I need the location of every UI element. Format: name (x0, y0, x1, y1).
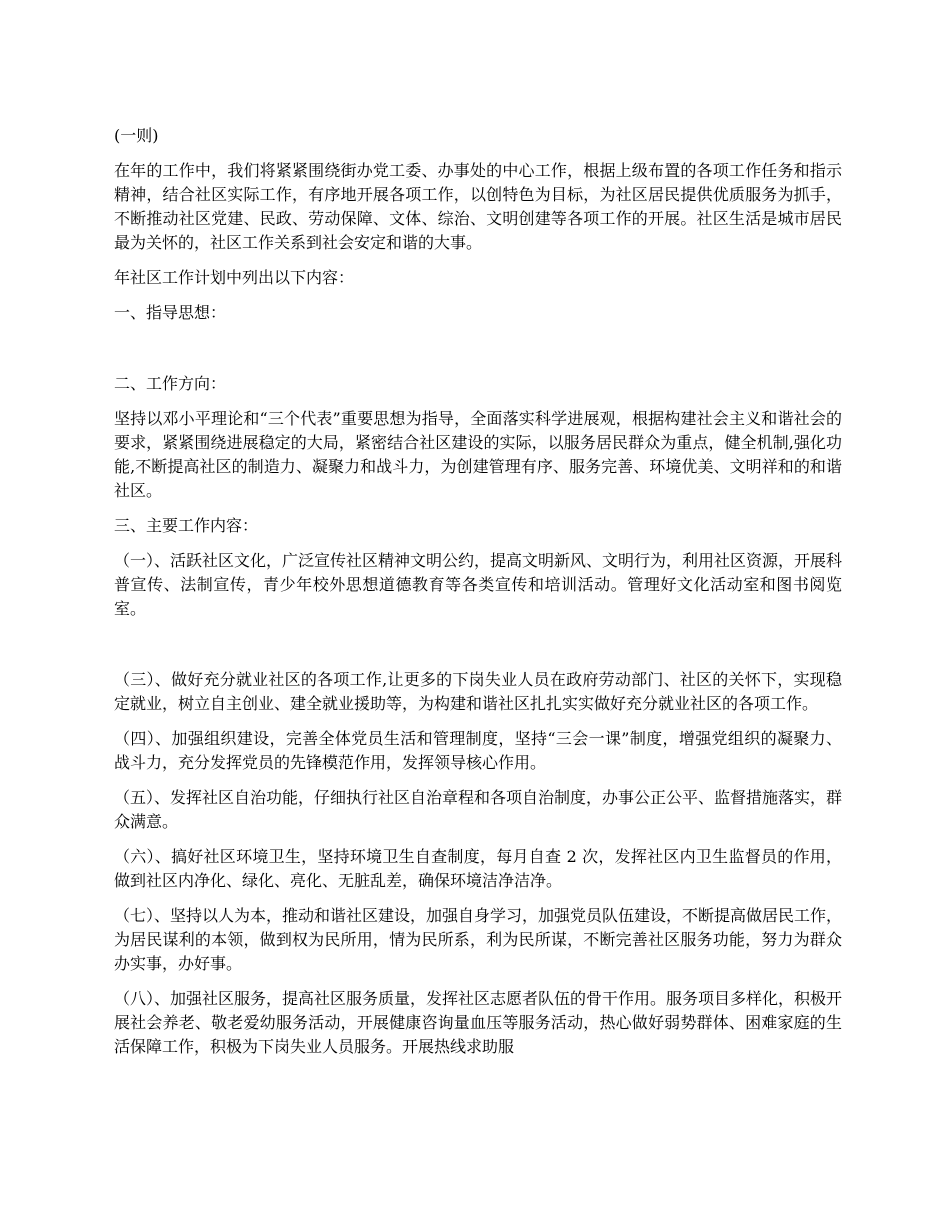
document-page (114, 124, 842, 1070)
work-item-8: （八）、加强社区服务，提高社区服务质量，发挥社区志愿者队伍的骨干作用。服务项目多样化，积极开展社会养老、敬老爱幼服务活动，开展健康咨询量血压等服务活动，热心做好弱势群体、困难家庭的生活保障工作，积极为下岗失业人员服务。开展热线求助服 (114, 989, 843, 1056)
section-label: (一则) (114, 126, 159, 145)
heading-guiding-ideology: 一、指导思想： (114, 303, 227, 322)
work-item-1: （一）、活跃社区文化，广泛宣传社区精神文明公约，提高文明新风、文明行为，利用社区资源，开展科普宣传、法制宣传，青少年校外思想道德教育等各类宣传和培训活动。管理好文化活动室和图书阅览室。 (114, 551, 843, 618)
work-direction-paragraph: 坚持以邓小平理论和“三个代表”重要思想为指导，全面落实科学进展观，根据构建社会主义和谐社会的要求，紧紧围绕进展稳定的大局，紧密结合社区建设的实际，以服务居民群众为重点，健全机制,强化功能,不断提高社区的制造力、凝聚力和战斗力，为创建管理有序、服务完善、环境优美、文明祥和的和谐社区。 (114, 409, 842, 500)
work-item-3: （三）、做好充分就业社区的各项工作,让更多的下岗失业人员在政府劳动部门、社区的关怀下，实现稳定就业，树立自主创业、建全就业援助等，为构建和谐社区扎扎实实做好充分就业社区的各项工作。 (114, 670, 842, 713)
work-item-4: （四）、加强组织建设，完善全体党员生活和管理制度，坚持“三会一课”制度，增强党组织的凝聚力、战斗力，充分发挥党员的先锋模范作用，发挥领导核心作用。 (114, 729, 842, 772)
work-item-6: （六）、搞好社区环境卫生，坚持环境卫生自查制度，每月自查 2 次，发挥社区内卫生监督员的作用，做到社区内净化、绿化、亮化、无脏乱差，确保环境洁净洁净。 (114, 847, 842, 890)
heading-work-direction: 二、工作方向： (114, 374, 227, 393)
plan-intro-line: 年社区工作计划中列出以下内容： (114, 268, 355, 287)
work-item-5: （五）、发挥社区自治功能，仔细执行社区自治章程和各项自治制度，办事公正公平、监督措施落实，群众满意。 (114, 788, 843, 831)
work-item-7: （七）、坚持以人为本，推动和谐社区建设，加强自身学习，加强党员队伍建设，不断提高做居民工作，为居民谋利的本领，做到权为民所用，情为民所系，利为民所谋，不断完善社区服务功能，努力为群众办实事，办好事。 (114, 906, 843, 973)
heading-main-work: 三、主要工作内容： (114, 516, 259, 535)
intro-paragraph: 在年的工作中，我们将紧紧围绕街办党工委、办事处的中心工作，根据上级布置的各项工作任务和指示精神，结合社区实际工作，有序地开展各项工作，以创特色为目标，为社区居民提供优质服务为抓手，不断推动社区党建、民政、劳动保障、文体、综治、文明创建等各项工作的开展。社区生活是城市居民最为关怀的，社区工作关系到社会安定和谐的大事。 (114, 161, 842, 252)
